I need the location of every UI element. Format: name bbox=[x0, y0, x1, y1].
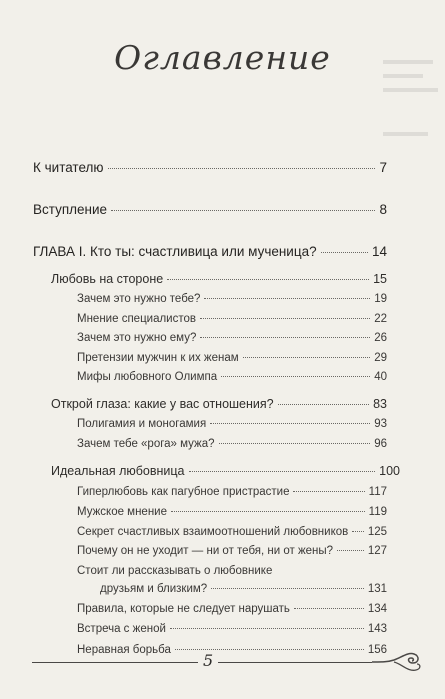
leader-dots bbox=[167, 279, 369, 280]
toc-subsection[interactable] bbox=[77, 332, 387, 344]
toc-entry-label: Зачем тебе «рога» мужа? bbox=[77, 438, 215, 450]
toc-entry-label: Вступление bbox=[33, 202, 108, 217]
toc-entry-page: 40 bbox=[374, 371, 387, 383]
toc-entry-label: Полигамия и моногамия bbox=[77, 418, 207, 430]
leader-dots bbox=[219, 443, 371, 444]
leader-dots bbox=[337, 550, 364, 551]
toc-entry-page: 131 bbox=[367, 583, 387, 595]
toc-subsection[interactable] bbox=[77, 352, 387, 364]
toc-subsection[interactable] bbox=[77, 313, 387, 325]
toc-subsection-first-line[interactable] bbox=[77, 565, 387, 577]
leader-dots bbox=[243, 357, 371, 358]
toc-entry-label: Мнение специалистов bbox=[77, 313, 196, 325]
toc-subsection[interactable] bbox=[77, 438, 387, 450]
toc-entry-label: К читателю bbox=[33, 160, 104, 175]
leader-dots bbox=[175, 649, 364, 650]
toc-entry-label: Встреча с женой bbox=[77, 623, 166, 635]
toc-subsection[interactable] bbox=[77, 486, 387, 498]
toc-entry[interactable] bbox=[33, 160, 387, 175]
toc-entry-page: 96 bbox=[374, 438, 387, 450]
toc-subsection[interactable] bbox=[77, 293, 387, 305]
toc-entry-page: 26 bbox=[374, 332, 387, 344]
toc-subsection[interactable] bbox=[77, 623, 387, 635]
leader-dots bbox=[211, 588, 364, 589]
leader-dots bbox=[111, 210, 375, 211]
toc-entry-page: 119 bbox=[368, 506, 387, 518]
toc-entry-label: Идеальная любовница bbox=[51, 464, 185, 478]
toc-entry-page: 8 bbox=[379, 202, 387, 217]
leader-dots bbox=[204, 298, 370, 299]
toc-entry-label: Претензии мужчин к их женам bbox=[77, 352, 239, 364]
leader-dots bbox=[200, 337, 370, 338]
leader-dots bbox=[200, 318, 370, 319]
leader-dots bbox=[189, 471, 376, 472]
leader-dots bbox=[321, 252, 368, 253]
leader-dots bbox=[171, 511, 365, 512]
toc-entry-label: Открой глаза: какие у вас отношения? bbox=[51, 397, 274, 411]
leader-dots bbox=[293, 491, 364, 492]
toc-entry-label: Зачем это нужно ему? bbox=[77, 332, 197, 344]
toc-entry-page: 29 bbox=[374, 352, 387, 364]
leader-dots bbox=[210, 423, 370, 424]
toc-entry-label: Зачем это нужно тебе? bbox=[77, 293, 201, 305]
leader-dots bbox=[278, 404, 369, 405]
toc-entry-label: Мифы любовного Олимпа bbox=[77, 371, 218, 383]
page-number: 5 bbox=[198, 651, 218, 670]
toc-entry-page: 93 bbox=[374, 418, 387, 430]
toc-chapter[interactable] bbox=[33, 244, 387, 259]
toc-section[interactable] bbox=[51, 272, 387, 286]
toc-subsection[interactable] bbox=[100, 583, 387, 595]
toc-entry-page: 125 bbox=[367, 526, 387, 538]
toc-entry-label: Гиперлюбовь как пагубное пристрастие bbox=[77, 486, 290, 498]
toc-entry-label: Почему он не уходит — ни от тебя, ни от жены? bbox=[77, 545, 334, 557]
toc-entry-page: 83 bbox=[373, 397, 387, 411]
leader-dots bbox=[170, 628, 364, 629]
leader-dots bbox=[294, 608, 364, 609]
toc-entry-page: 127 bbox=[367, 545, 387, 557]
toc-entry-page: 156 bbox=[367, 644, 387, 656]
page-title: Оглавление bbox=[114, 38, 331, 77]
toc-subsection[interactable] bbox=[77, 545, 387, 557]
toc-section[interactable] bbox=[51, 464, 400, 478]
toc-entry-label: Правила, которые не следует нарушать bbox=[77, 603, 290, 615]
toc-entry-page: 117 bbox=[368, 486, 387, 498]
toc-entry-page: 15 bbox=[373, 272, 387, 286]
leader-dots bbox=[221, 376, 370, 377]
leader-dots bbox=[352, 531, 364, 532]
toc-subsection[interactable] bbox=[77, 526, 387, 538]
toc-entry-label: ГЛАВА I. Кто ты: счастливица или мученица? bbox=[33, 244, 317, 259]
toc-section[interactable] bbox=[51, 397, 387, 411]
toc-entry-page: 134 bbox=[367, 603, 387, 615]
toc-entry-page: 14 bbox=[371, 244, 387, 259]
leader-dots bbox=[108, 168, 376, 169]
toc-subsection[interactable] bbox=[77, 603, 387, 615]
toc-subsection[interactable] bbox=[77, 418, 387, 430]
toc-entry-page: 7 bbox=[379, 160, 387, 175]
toc-entry-page: 100 bbox=[379, 464, 400, 478]
toc-subsection[interactable] bbox=[77, 506, 387, 518]
toc-entry[interactable] bbox=[33, 202, 387, 217]
toc-entry-label: друзьям и близким? bbox=[100, 583, 208, 595]
toc-entry-page: 19 bbox=[374, 293, 387, 305]
toc-entry-page: 22 bbox=[374, 313, 387, 325]
flourish-ornament-icon bbox=[372, 650, 424, 678]
toc-subsection[interactable] bbox=[77, 644, 387, 656]
toc-entry-label: Стоит ли рассказывать о любовнике bbox=[77, 565, 273, 577]
toc-entry-label: Любовь на стороне bbox=[51, 272, 164, 286]
toc-entry-page: 143 bbox=[367, 623, 387, 635]
toc-entry-label: Неравная борьба bbox=[77, 644, 171, 656]
toc-subsection[interactable] bbox=[77, 371, 387, 383]
toc-entry-label: Секрет счастливых взаимоотношений любовников bbox=[77, 526, 349, 538]
toc-entry-label: Мужское мнение bbox=[77, 506, 168, 518]
